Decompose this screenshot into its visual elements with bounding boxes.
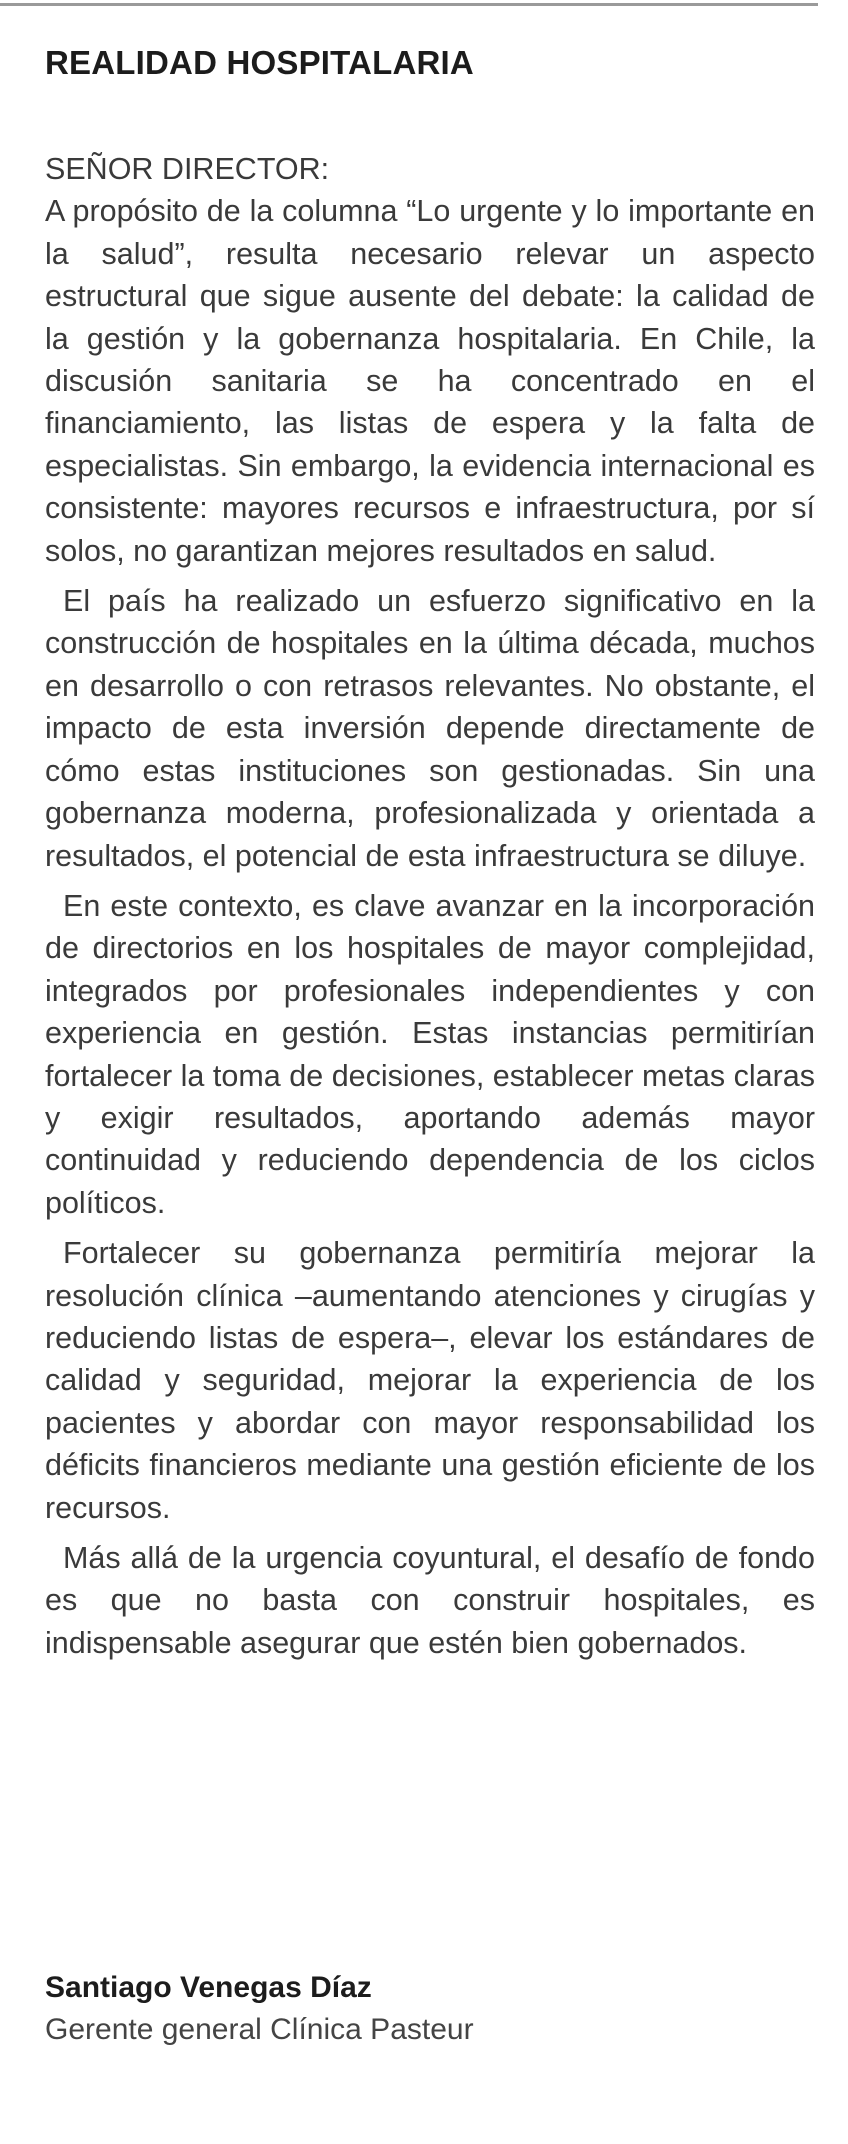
signature-block — [45, 1967, 815, 2051]
headline: REALIDAD HOSPITALARIA — [45, 44, 474, 81]
paragraph-4: Fortalecer su gobernanza permitiría mejorar la resolución clínica –aumentando atenciones y cirugías y reduciendo listas de espera–, elevar los estándares de calidad y seguridad, mejorar la experiencia de los pacientes y abordar con mayor responsabilidad los déficits financieros mediante una gestión eficiente de los recursos. — [45, 1236, 815, 1525]
letter-body — [45, 148, 815, 1664]
author-role: Gerente general Clínica Pasteur — [45, 2013, 474, 2046]
author-name: Santiago Venegas Díaz — [45, 1971, 372, 2004]
paragraph-5: Más allá de la urgencia coyuntural, el desafío de fondo es que no basta con construir hospitales, es indispensable asegurar que estén bien gobernados. — [45, 1541, 815, 1660]
salutation: SEÑOR DIRECTOR: — [45, 152, 330, 186]
paragraph-1: A propósito de la columna “Lo urgente y lo importante en la salud”, resulta necesario relevar un aspecto estructural que sigue ausente del debate: la calidad de la gestión y la gobernanza hospitalaria. En Chile, la discusión sanitaria se ha concentrado en el financiamiento, las listas de espera y la falta de especialistas. Sin embargo, la evidencia internacional es consistente: mayores recursos e infraestructura, por sí solos, no garantizan mejores resultados en salud. — [45, 194, 815, 568]
paragraph-3: En este contexto, es clave avanzar en la incorporación de directorios en los hospitales de mayor complejidad, integrados por profesionales independientes y con experiencia en gestión. Estas instancias permitirían fortalecer la toma de decisiones, establecer metas claras y exigir resultados, aportando además mayor continuidad y reduciendo dependencia de los ciclos políticos. — [45, 888, 815, 1220]
top-rule — [0, 3, 818, 6]
paragraph-2: El país ha realizado un esfuerzo significativo en la construcción de hospitales en la última década, muchos en desarrollo o con retrasos relevantes. No obstante, el impacto de esta inversión depende directamente de cómo estas instituciones son gestionadas. Sin una gobernanza moderna, profesionalizada y orientada a resultados, el potencial de esta infraestructura se diluye. — [45, 584, 815, 873]
